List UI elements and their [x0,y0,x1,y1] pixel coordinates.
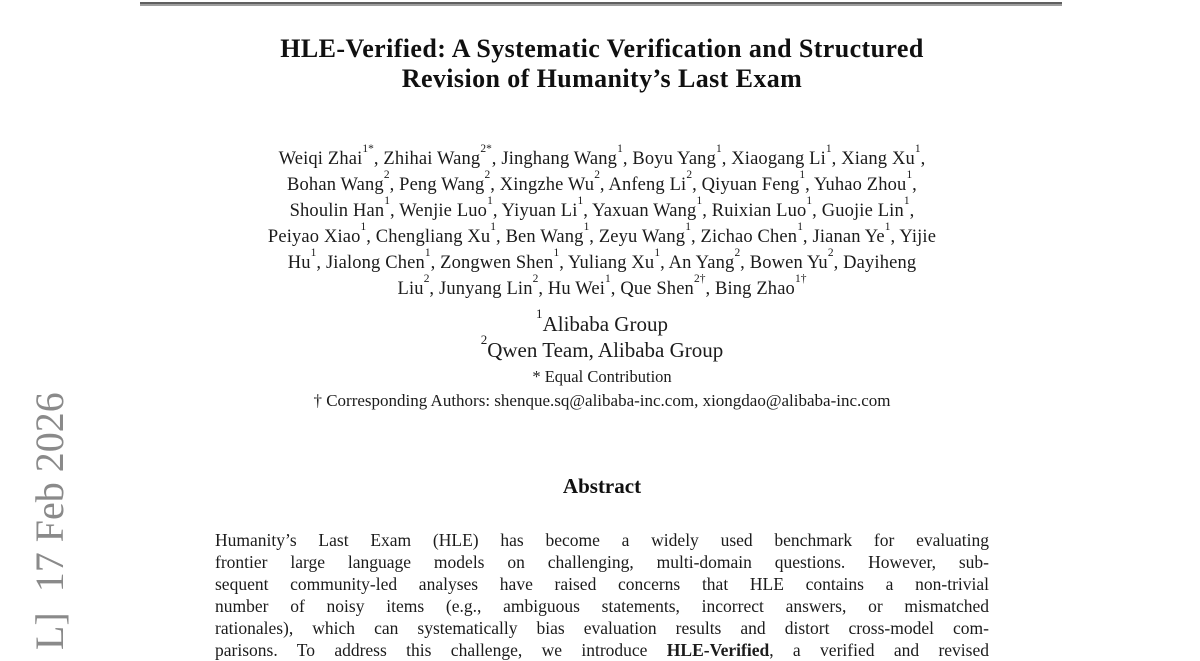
equal-contribution-note: * Equal Contribution [532,367,672,386]
author-line-2: Bohan Wang$^2$, Peng Wang$^2$, Xingzhe Wu$^2$, Anfeng Li$^2$, Qiyuan Feng$^1$, Yuhao Zhou$^1$, [287,169,917,195]
abstract-line-1: Humanity’s Last Exam (HLE) has become a widely used benchmark for evaluating [215,530,989,550]
author-line-3: Shoulin Han$^1$, Wenjie Luo$^1$, Yiyuan Li$^1$, Yaxuan Wang$^1$, Ruixian Luo$^1$, Guojie Lin$^1$, [289,195,915,221]
paper-title-line2: Revision of Humanity’s Last Exam [401,64,803,93]
author-line-4: Peiyao Xiao$^1$, Chengliang Xu$^1$, Ben Wang$^1$, Zeyu Wang$^1$, Zichao Chen$^1$, Jianan Ye$^1$, Yijie [267,221,937,247]
author-line-5: Hu$^1$, Jialong Chen$^1$, Zongwen Shen$^1$, Yuliang Xu$^1$, An Yang$^2$, Bowen Yu$^2$, Dayiheng [287,247,917,273]
author-line-6: Liu$^2$, Junyang Lin$^2$, Hu Wei$^1$, Que Shen$^{2\dagger}$, Bing Zhao$^{1\dagger}$ [397,273,807,299]
arxiv-stamp: L] 17 Feb 2026 [27,392,72,650]
paper-title [215,34,989,94]
abstract-line-2: frontier large language models on challenging, multi-domain questions. However, sub- [215,552,989,572]
affiliation-line-1: $^1$Alibaba Group [536,305,668,336]
paper-content [215,0,989,660]
abstract-line-6: parisons. To address this challenge, we introduce HLE-Verified, a verified and revised [215,640,989,660]
affiliation-block [215,305,989,363]
corresponding-authors-note: † Corresponding Authors: shenque.sq@alibaba-inc.com, xiongdao@alibaba-inc.com [313,391,891,410]
abstract-body [215,529,989,661]
author-line-1: Weiqi Zhai$^{1*}$, Zhihai Wang$^{2*}$, Jinghang Wang$^1$, Boyu Yang$^1$, Xiaogang Li$^1$, Xiang Xu$^1$, [278,143,926,169]
abstract-line-5: rationales), which can systematically bias evaluation results and distort cross-model com- [215,618,989,638]
affiliation-line-2: $^2$Qwen Team, Alibaba Group [480,331,724,362]
paper-title-line1: HLE-Verified: A Systematic Verification and Structured [280,34,924,63]
abstract-heading: Abstract [562,474,642,498]
author-block [215,143,989,302]
abstract-line-3: sequent community-led analyses have raised concerns that HLE contains a non-trivial [215,574,989,594]
abstract-line-4: number of noisy items (e.g., ambiguous statements, incorrect answers, or mismatched [215,596,989,616]
